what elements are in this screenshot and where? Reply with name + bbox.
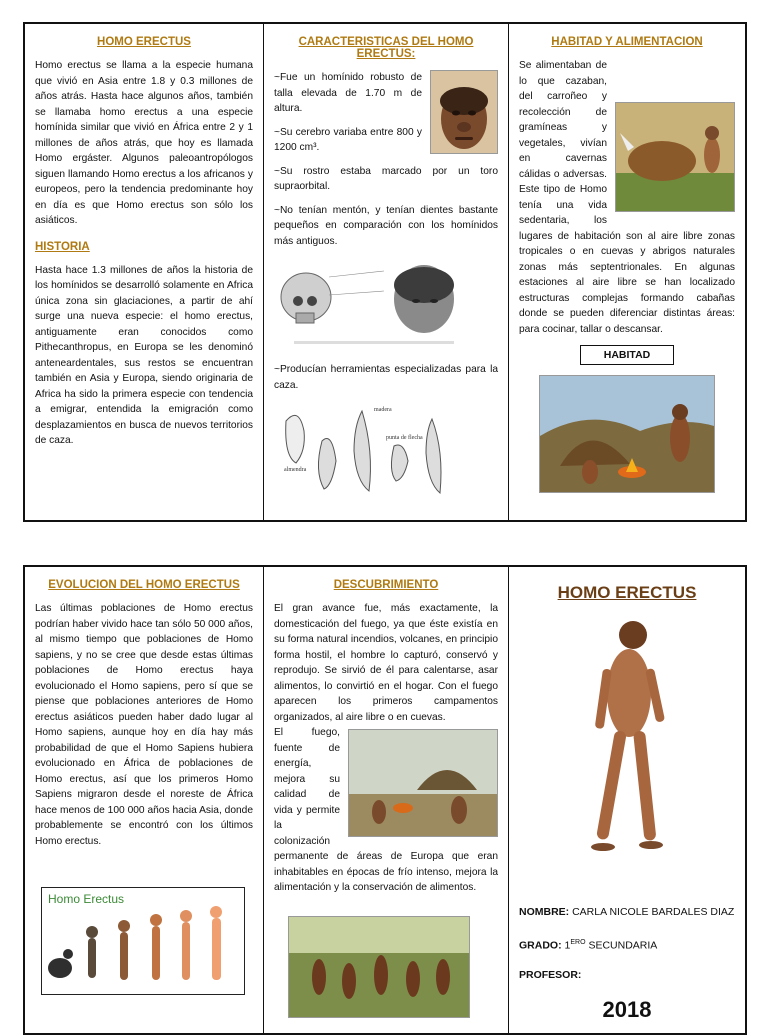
caracteristica-1: ~Fue un homínido robusto de talla elevada de 1.70 m de altura. [274,72,422,114]
tool-label-madera: madera [374,407,392,413]
descubrimiento-heading: DESCUBRIMIENTO [333,579,439,591]
caracteristicas-heading: CARACTERISTICAS DEL HOMO ERECTUS: [298,36,474,60]
fire-camp-image [348,729,498,837]
caracteristicas-column [263,24,508,520]
year: 2018 [602,997,652,1022]
brochure-outer-page [23,22,747,522]
habitad-label: HABITAD [580,345,674,365]
homo-erectus-face-image [430,70,498,154]
caracteristica-2: ~Su cerebro variaba entre 800 y 1200 cm³. [274,126,422,153]
homo-erectus-figure-image [567,613,687,883]
hunting-scene-image [615,102,735,212]
stone-tools-image [274,401,474,501]
brochure-inner-page [23,565,747,1035]
intro-column [25,24,263,520]
tribe-scene-image [288,916,470,1018]
cover-column [508,567,745,1033]
caracteristica-3: ~Su rostro estaba marcado por un toro supraorbital. [274,165,498,192]
descubrimiento-column [263,567,508,1033]
cover-title: HOMO ERECTUS [557,583,697,602]
nombre-line: NOMBRE: CARLA NICOLE BARDALES DIAZ [519,906,735,918]
tool-label-punta-de-flecha: punta de flecha [386,435,423,441]
profesor-line: PROFESOR: [519,968,582,981]
descubrimiento-paragraph-1: El gran avance fue, más exactamente, la domesticación del fuego, ya que éste existía en su forma natural incendios, volcanes, en principio forma hostil, el hombre lo capturó, conservó y reprodujo. Se sirvió de él para calentarse, asar alimentos, lo convirtió en el hogar. Con el fuego aparecen los primeros campamentos organizados, al aire libre o en cuevas. [274,603,498,723]
homo-erectus-heading: HOMO ERECTUS [97,36,191,48]
caracteristica-4: ~No tenían mentón, y tenían dientes bastante pequeños en comparación con los homínidos más antiguos. [274,204,498,247]
evolution-image [41,887,245,995]
habitad-alimentacion-heading: HABITAD Y ALIMENTACION [551,36,703,48]
habitad-paragraph: Se alimentaban de lo que cazaban, del carroñeo y recolección de gramíneas y vegetales, vivían en cavernas cálidas o adversas. Este tipo de Homo tenía una vida sedentaria, los lugares de habitación son al aire libre zonas tropicales o en cuevas y abrigos naturales zonas más septentrionales. En algunas estaciones al aire libre se han localizado estructuras complejas formando cabañas donde se pueden diferenciar distintas áreas: para cocinar, tallar o descansar. [519,60,735,335]
historia-heading: HISTORIA [35,240,90,253]
habitad-column [508,24,745,520]
evolucion-paragraph: Las últimas poblaciones de Homo erectus podrían haber vivido hace tan sólo 50 000 años, al mismo tiempo que poblaciones de Homo sapiens, y no se cree que desde estas últimas poblaciones de Homo erectus haya evolucionado el Homo sapiens, pero sí que se piense que poblaciones anteriores de Homo erectus asiáticos pueden haber dado lugar al Homo sapiens, aunque hoy en día hay más probabilidad de que el Homo Sapiens hubiera evolucionado en África de poblaciones de Homo erectus, así que los primeros Homo Sapiens migraron desde el noreste de África hace menos de 100 000 años hacia Asia, donde probablemente se encontró con los últimos Homo erectus. [35,603,253,847]
evolution-image-label: Homo Erectus [48,892,125,906]
tool-label-almendra: almendra [284,467,307,473]
historia-paragraph: Hasta hace 1.3 millones de años la historia de los homínidos se desarrolló solamente en Africa única zona sin glaciaciones, a partir de ahí surge una nueva especie: el homo erectus, antiguamente eran conocidos como Pithecanthropus, en Europa se les denominó anteneardentales, sus restos se encuentran también en Asia y Europa, siendo originaria de Africa ha sido la primera especie con tendencia a emigrar, entendida la emigración como desplazamientos en busca de nuevos territorios de caza. [35,264,253,446]
intro-paragraph: Homo erectus se llama a la especie humana que vivió en Asia entre 1.8 y 0.3 millones de años atrás. Hasta hace algunos años, también se llamaba homo erectus a una especie homínida similar que vivió en África entre 2 y 1 millones de años atrás, que hoy es llamada Homo ergáster. Algunos paleoantropólogos siguen llamando Homo erectus a los africanos y europeos, pero la tendencia predominante hoy en día es que Homo erectus son sólo los asiáticos. [35,60,253,226]
caracteristica-5: ~Producían herramientas especializadas para la caza. [274,364,498,391]
nombre-value: CARLA NICOLE BARDALES DIAZ [572,906,735,918]
evolucion-column [25,567,263,1033]
grado-line: GRADO: $1^{ERO}$ SECUNDARIA [519,938,658,951]
skull-and-head-image [274,257,474,352]
evolucion-heading: EVOLUCION DEL HOMO ERECTUS [48,579,240,591]
camp-scene-image [539,375,715,493]
descubrimiento-paragraph-2: El fuego, fuente de energía, mejora su calidad de vida y permite la colonización permanente de áreas de Europa que eran inhabitables en épocas de frío intenso, mejora la alimentación y la conservación de alimentos. [274,727,498,893]
